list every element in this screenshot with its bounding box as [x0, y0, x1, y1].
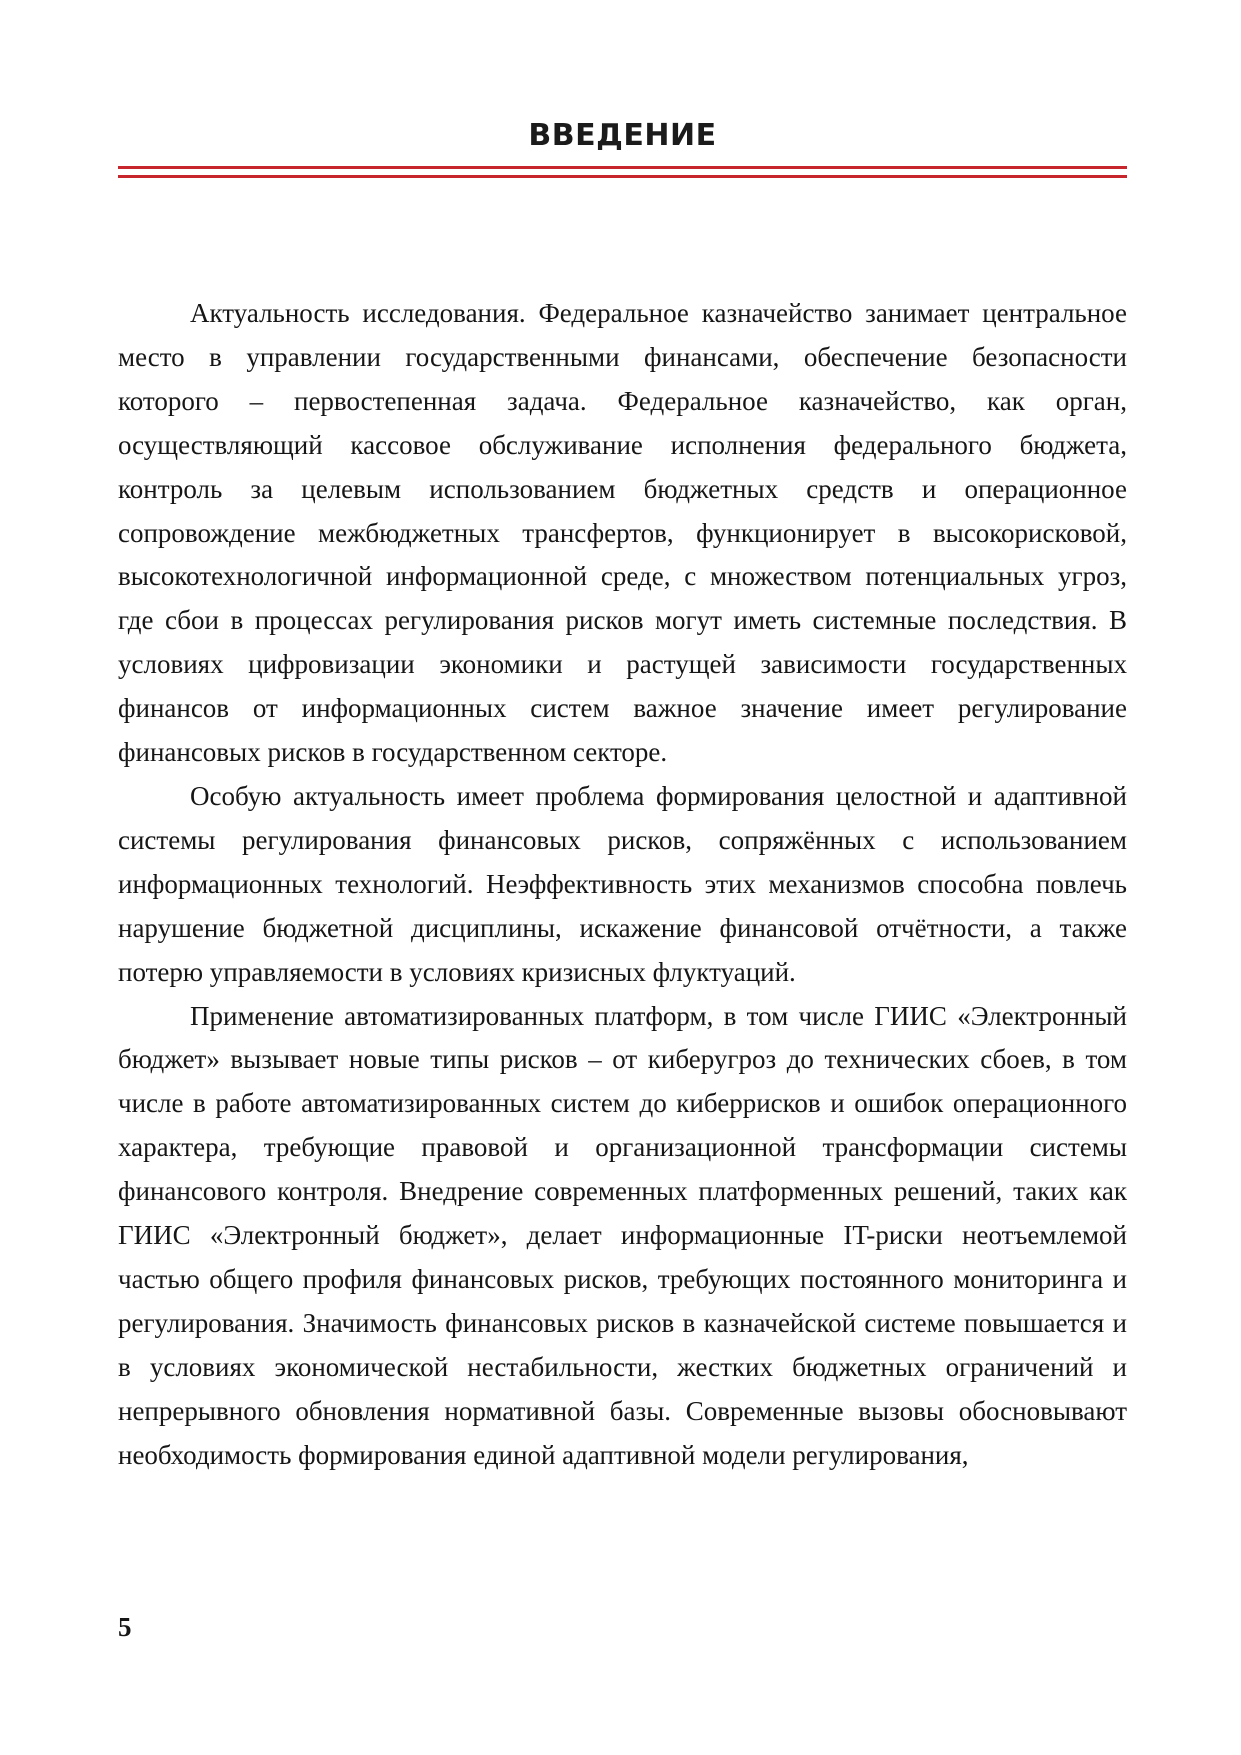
heading-rule-lower — [118, 175, 1127, 178]
paragraph-relevance: Актуальность исследования. Федеральное казначейство занимает центральное место в управлении государственными финансами, обеспечение безопасности которого – первостепенная задача. Федеральное казначейство, как орган, осуществляющий кассовое обслуживание исполнения федерального бюджета, контроль за целевым использованием бюджетных средств и операционное сопровождение межбюджетных трансфертов, функционирует в высокорисковой, высокотехнологичной информационной среде, с множеством потенциальных угроз, где сбои в процессах регулирования рисков могут иметь системные последствия. В условиях цифровизации экономики и растущей зависимости государственных финансов от информационных систем важное значение имеет регулирование финансовых рисков в государственном секторе. — [118, 298, 1127, 768]
body-text — [118, 292, 1127, 1477]
paragraph-automated-platforms: Применение автоматизированных платформ, в том числе ГИИС «Электронный бюджет» вызывает новые типы рисков – от киберугроз до технических сбоев, в том числе в работе автоматизированных систем до киберрисков и ошибок операционного характера, требующие правовой и организационной трансформации системы финансового контроля. Внедрение современных платформенных решений, таких как ГИИС «Электронный бюджет», делает информационные IT-риски неотъемлемой частью общего профиля финансовых рисков, требующих постоянного мониторинга и регулирования. Значимость финансовых рисков в казначейской системе повышается и в условиях экономической нестабильности, жестких бюджетных ограничений и непрерывного обновления нормативной базы. Современные вызовы обосновывают необходимость формирования единой адаптивной модели регулирования, — [118, 1000, 1127, 1470]
chapter-heading: ВВЕДЕНИЕ — [528, 118, 717, 153]
paragraph-special-relevance: Особую актуальность имеет проблема формирования целостной и адаптивной системы регулирования финансовых рисков, сопряжённых с использованием информационных технологий. Неэффективность этих механизмов способна повлечь нарушение бюджетной дисциплины, искажение финансовой отчётности, а также потерю управляемости в условиях кризисных флуктуаций. — [118, 780, 1127, 987]
page-number: 5 — [118, 1612, 132, 1642]
heading-rule-upper — [118, 166, 1127, 169]
